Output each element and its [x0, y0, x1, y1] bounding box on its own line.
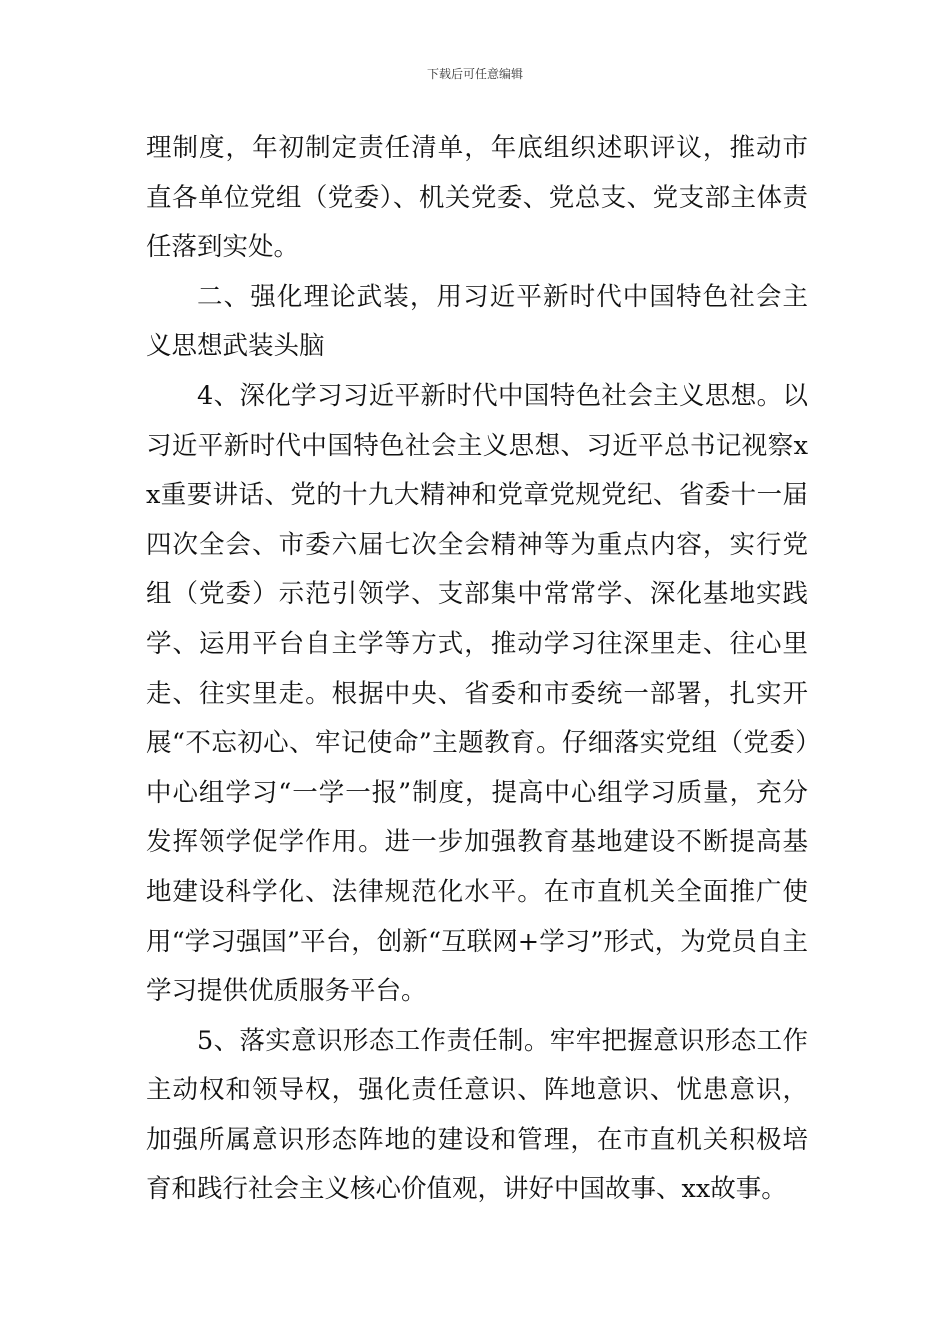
- page-header-note: 下载后可任意编辑: [426, 67, 523, 81]
- paragraph-item-5: 5、落实意识形态工作责任制。牢牢把握意识形态工作主动权和领导权，强化责任意识、阵地意识、忧患意识，加强所属意识形态阵地的建设和管理，在市直机关积极培育和践行社会主义核心价值观，讲好中国故事、xx故事。: [146, 1025, 808, 1205]
- paragraph-item-4: 4、深化学习习近平新时代中国特色社会主义思想。以习近平新时代中国特色社会主义思想、习近平总书记视察xx重要讲话、党的十九大精神和党章党规党纪、省委十一届四次全会、市委六届七次全会精神等为重点内容，实行党组（党委）示范引领学、支部集中常常学、深化基地实践学、运用平台自主学等方式，推动学习往深里走、往心里走、往实里走。根据中央、省委和市委统一部署，扎实开展“不忘初心、牢记使命”主题教育。仔细落实党组（党委）中心组学习“一学一报”制度，提高中心组学习质量，充分发挥领学促学作用。进一步加强教育基地建设不断提高基地建设科学化、法律规范化水平。在市直机关全面推广使用“学习强国”平台，创新“互联网+学习”形式，为党员自主学习提供优质服务平台。: [146, 380, 808, 1007]
- paragraph-continuation: 理制度，年初制定责任清单，年底组织述职评议，推动市直各单位党组（党委）、机关党委、党总支、党支部主体责任落到实处。: [146, 133, 808, 263]
- document-body: [146, 124, 808, 1215]
- section-heading: 二、强化理论武装，用习近平新时代中国特色社会主义思想武装头脑: [146, 281, 808, 362]
